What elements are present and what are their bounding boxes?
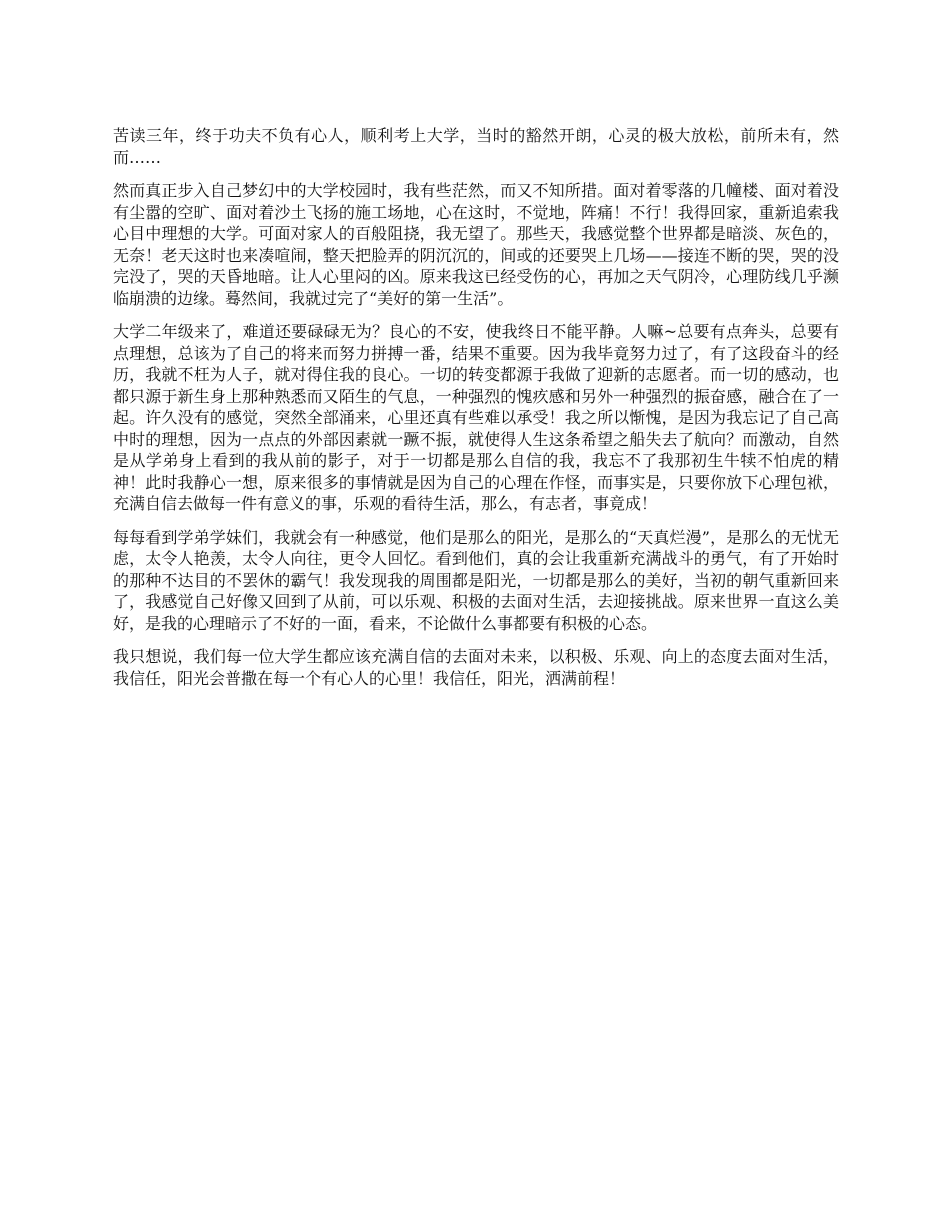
document-body <box>113 125 839 701</box>
paragraph-1: 苦读三年，终于功夫不负有心人，顺利考上大学，当时的豁然开朗，心灵的极大放松，前所未有，然而…… <box>113 126 839 167</box>
paragraph-5: 我只想说，我们每一位大学生都应该充满自信的去面对未来，以积极、乐观、向上的态度去面对生活，我信任，阳光会普撒在每一个有心人的心里！我信任，阳光，洒满前程！ <box>113 647 839 688</box>
paragraph-2: 然而真正步入自己梦幻中的大学校园时，我有些茫然，而又不知所措。面对着零落的几幢楼、面对着没有尘嚣的空旷、面对着沙土飞扬的施工场地，心在这时，不觉地，阵痛！不行！我得回家，重新追索我心目中理想的大学。可面对家人的百般阻挠，我无望了。那些天，我感觉整个世界都是暗淡、灰色的，无奈！老天这时也来凑喧闹，整天把脸弄的阴沉沉的，间或的还要哭上几场——接连不断的哭，哭的没完没了，哭的天昏地暗。让人心里闷的凶。原来我这已经受伤的心，再加之天气阴冷，心理防线几乎濒临崩溃的边缘。蓦然间，我就过完了“美好的第一生活”。 <box>113 181 839 308</box>
paragraph-4: 每每看到学弟学妹们，我就会有一种感觉，他们是那么的阳光，是那么的“天真烂漫”，是那么的无忧无虑，太令人艳羡，太令人向往，更令人回忆。看到他们，真的会让我重新充满战斗的勇气，有了开始时的那种不达目的不罢休的霸气！我发现我的周围都是阳光，一切都是那么的美好，当初的朝气重新回来了，我感觉自己好像又回到了从前，可以乐观、积极的去面对生活，去迎接挑战。原来世界一直这么美好，是我的心理暗示了不好的一面，看来，不论做什么事都要有积极的心态。 <box>113 527 839 633</box>
paragraph-3: 大学二年级来了，难道还要碌碌无为？良心的不安，使我终日不能平静。人嘛~总要有点奔头，总要有点理想，总该为了自己的将来而努力拼搏一番，结果不重要。因为我毕竟努力过了，有了这段奋斗的经历，我就不枉为人子，就对得住我的良心。一切的转变都源于我做了迎新的志愿者。而一切的感动，也都只源于新生身上那种熟悉而又陌生的气息，一种强烈的愧疚感和另外一种强烈的振奋感，融合在了一起。许久没有的感觉，突然全部涌来，心里还真有些难以承受！我之所以惭愧，是因为我忘记了自己高中时的理想，因为一点点的外部因素就一蹶不振，就使得人生这条希望之船失去了航向？而激动，自然是从学弟身上看到的我从前的影子，对于一切都是那么自信的我，我忘不了我那初生牛犊不怕虎的精神！此时我静心一想，原来很多的事情就是因为自己的心理在作怪，而事实是，只要你放下心理包袱，充满自信去做每一件有意义的事，乐观的看待生活，那么，有志者，事竟成！ <box>113 322 839 513</box>
